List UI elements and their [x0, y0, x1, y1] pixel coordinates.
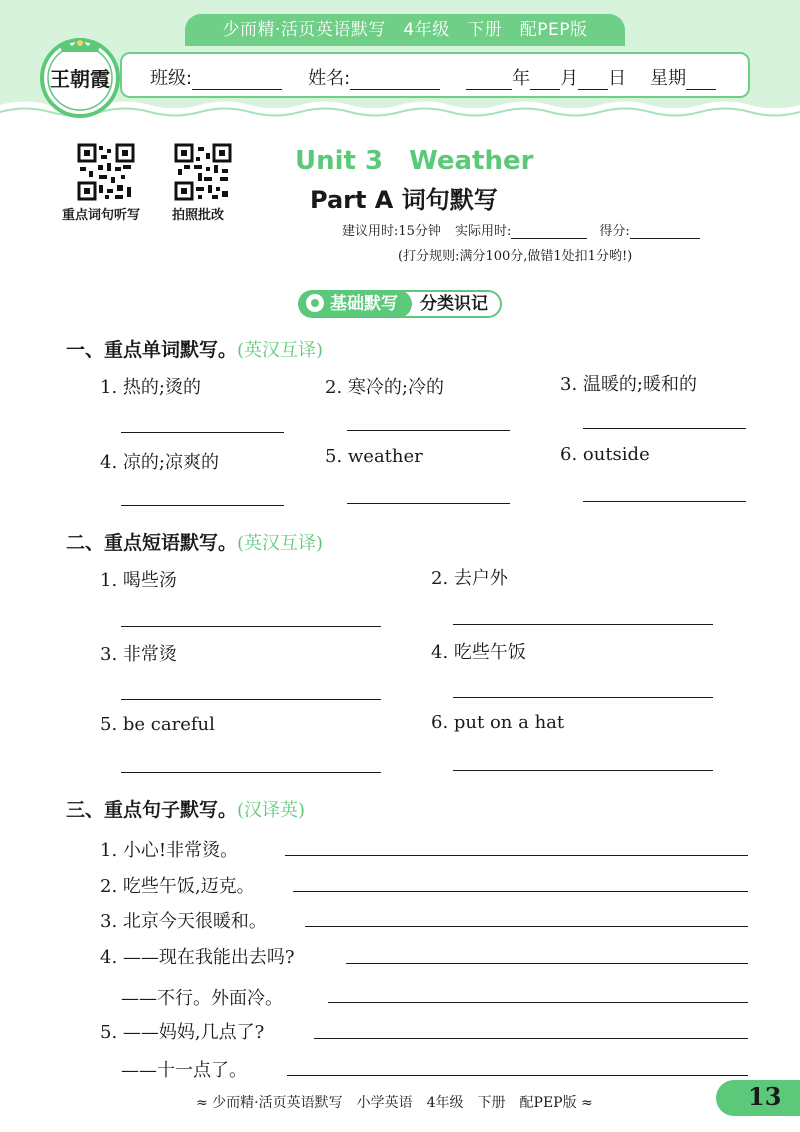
phrase-item-5: 5. be careful	[100, 714, 215, 735]
qr-code-photo-grading[interactable]	[174, 143, 232, 201]
day-label: 日	[608, 68, 627, 89]
class-label: 班级:	[150, 68, 193, 89]
answer-line-phrase-4[interactable]	[453, 697, 713, 698]
weekday-label: 星期	[650, 68, 687, 89]
answer-line-phrase-2[interactable]	[453, 624, 713, 625]
phrase-item-3: 3. 非常烫	[100, 644, 177, 665]
section1-title: 一、重点单词默写。	[66, 339, 238, 361]
section3-heading	[66, 795, 305, 822]
actual-time-field[interactable]	[511, 227, 587, 239]
answer-line-word-5[interactable]	[347, 503, 510, 504]
word-item-3: 3. 温暖的;暖和的	[560, 374, 697, 395]
name-field[interactable]	[350, 72, 440, 90]
score-label: 得分:	[599, 224, 630, 239]
sentence-item-2: 2. 吃些午饭,迈克。	[100, 876, 255, 897]
month-field[interactable]	[530, 72, 560, 90]
sentence-item-3: 3. 北京今天很暖和。	[100, 911, 267, 932]
answer-line-sentence-4b[interactable]	[328, 1002, 748, 1003]
answer-line-sentence-5b[interactable]	[287, 1075, 748, 1076]
answer-line-word-6[interactable]	[583, 501, 746, 502]
word-item-1: 1. 热的;烫的	[100, 377, 201, 398]
time-score-row	[342, 220, 700, 239]
answer-line-sentence-5a[interactable]	[314, 1038, 748, 1039]
sentence-item-4-reply: ——不行。外面冷。	[121, 988, 283, 1009]
sentence-item-1: 1. 小心!非常烫。	[100, 840, 239, 861]
answer-line-word-1[interactable]	[121, 432, 284, 433]
scoring-rule: (打分规则:满分100分,做错1处扣1分哟!)	[398, 249, 633, 264]
answer-line-word-2[interactable]	[347, 430, 510, 431]
answer-line-word-3[interactable]	[583, 428, 746, 429]
badge-main-text: 基础默写	[330, 294, 398, 314]
year-label: 年	[512, 68, 531, 89]
student-info-row	[150, 64, 716, 90]
page-header	[0, 0, 800, 125]
badge-icon	[306, 294, 324, 312]
answer-line-sentence-3[interactable]	[305, 926, 748, 927]
name-label: 姓名:	[308, 68, 351, 89]
answer-line-sentence-1[interactable]	[285, 855, 748, 856]
answer-line-sentence-2[interactable]	[293, 891, 748, 892]
answer-line-phrase-5[interactable]	[121, 772, 381, 773]
section-badge	[298, 290, 502, 318]
logo-text: 王朝霞	[50, 67, 110, 91]
month-label: 月	[560, 68, 579, 89]
word-item-5: 5. weather	[325, 446, 423, 467]
class-field[interactable]	[192, 72, 282, 90]
suggested-time: 建议用时:15分钟	[342, 224, 441, 239]
badge-sub: 分类识记	[398, 290, 502, 318]
qr-label-dictation: 重点词句听写	[62, 208, 141, 223]
section2-note: (英汉互译)	[237, 533, 324, 554]
page-number: 13	[748, 1082, 782, 1111]
section3-note: (汉译英)	[237, 800, 306, 821]
section2-title: 二、重点短语默写。	[66, 532, 238, 554]
phrase-item-1: 1. 喝些汤	[100, 570, 177, 591]
banner-title: 少而精·活页英语默写 4年级 下册 配PEP版	[185, 14, 625, 46]
page-number-tab	[716, 1080, 800, 1116]
phrase-item-6: 6. put on a hat	[431, 712, 565, 733]
weekday-field[interactable]	[686, 72, 716, 90]
answer-line-word-4[interactable]	[121, 505, 284, 506]
sentence-item-5: 5. ——妈妈,几点了?	[100, 1022, 265, 1043]
student-info-box	[120, 52, 750, 98]
answer-line-phrase-6[interactable]	[453, 770, 713, 771]
qr-label-photo-grading: 拍照批改	[172, 208, 225, 223]
section3-title: 三、重点句子默写。	[66, 799, 238, 821]
phrase-item-2: 2. 去户外	[431, 568, 508, 589]
unit-title: Unit 3 Weather	[295, 146, 534, 176]
sentence-item-4: 4. ——现在我能出去吗?	[100, 947, 295, 968]
part-title: Part A 词句默写	[310, 186, 498, 214]
word-item-6: 6. outside	[560, 444, 650, 465]
phrase-item-4: 4. 吃些午饭	[431, 642, 526, 663]
word-item-4: 4. 凉的;凉爽的	[100, 452, 219, 473]
qr-code-dictation[interactable]	[77, 143, 135, 201]
footer-text: ≈ 少而精·活页英语默写 小学英语 4年级 下册 配PEP版 ≈	[196, 1095, 593, 1111]
answer-line-phrase-3[interactable]	[121, 699, 381, 700]
section2-heading	[66, 528, 323, 555]
answer-line-phrase-1[interactable]	[121, 626, 381, 627]
badge-main	[298, 290, 412, 318]
section1-heading	[66, 335, 323, 362]
actual-time-label: 实际用时:	[454, 224, 512, 239]
answer-line-sentence-4a[interactable]	[346, 963, 748, 964]
year-field[interactable]	[466, 72, 512, 90]
day-field[interactable]	[578, 72, 608, 90]
score-field[interactable]	[630, 227, 700, 239]
brand-logo	[34, 34, 126, 120]
sentence-item-5-reply: ——十一点了。	[121, 1060, 247, 1081]
section1-note: (英汉互译)	[237, 340, 324, 361]
word-item-2: 2. 寒冷的;冷的	[325, 377, 444, 398]
